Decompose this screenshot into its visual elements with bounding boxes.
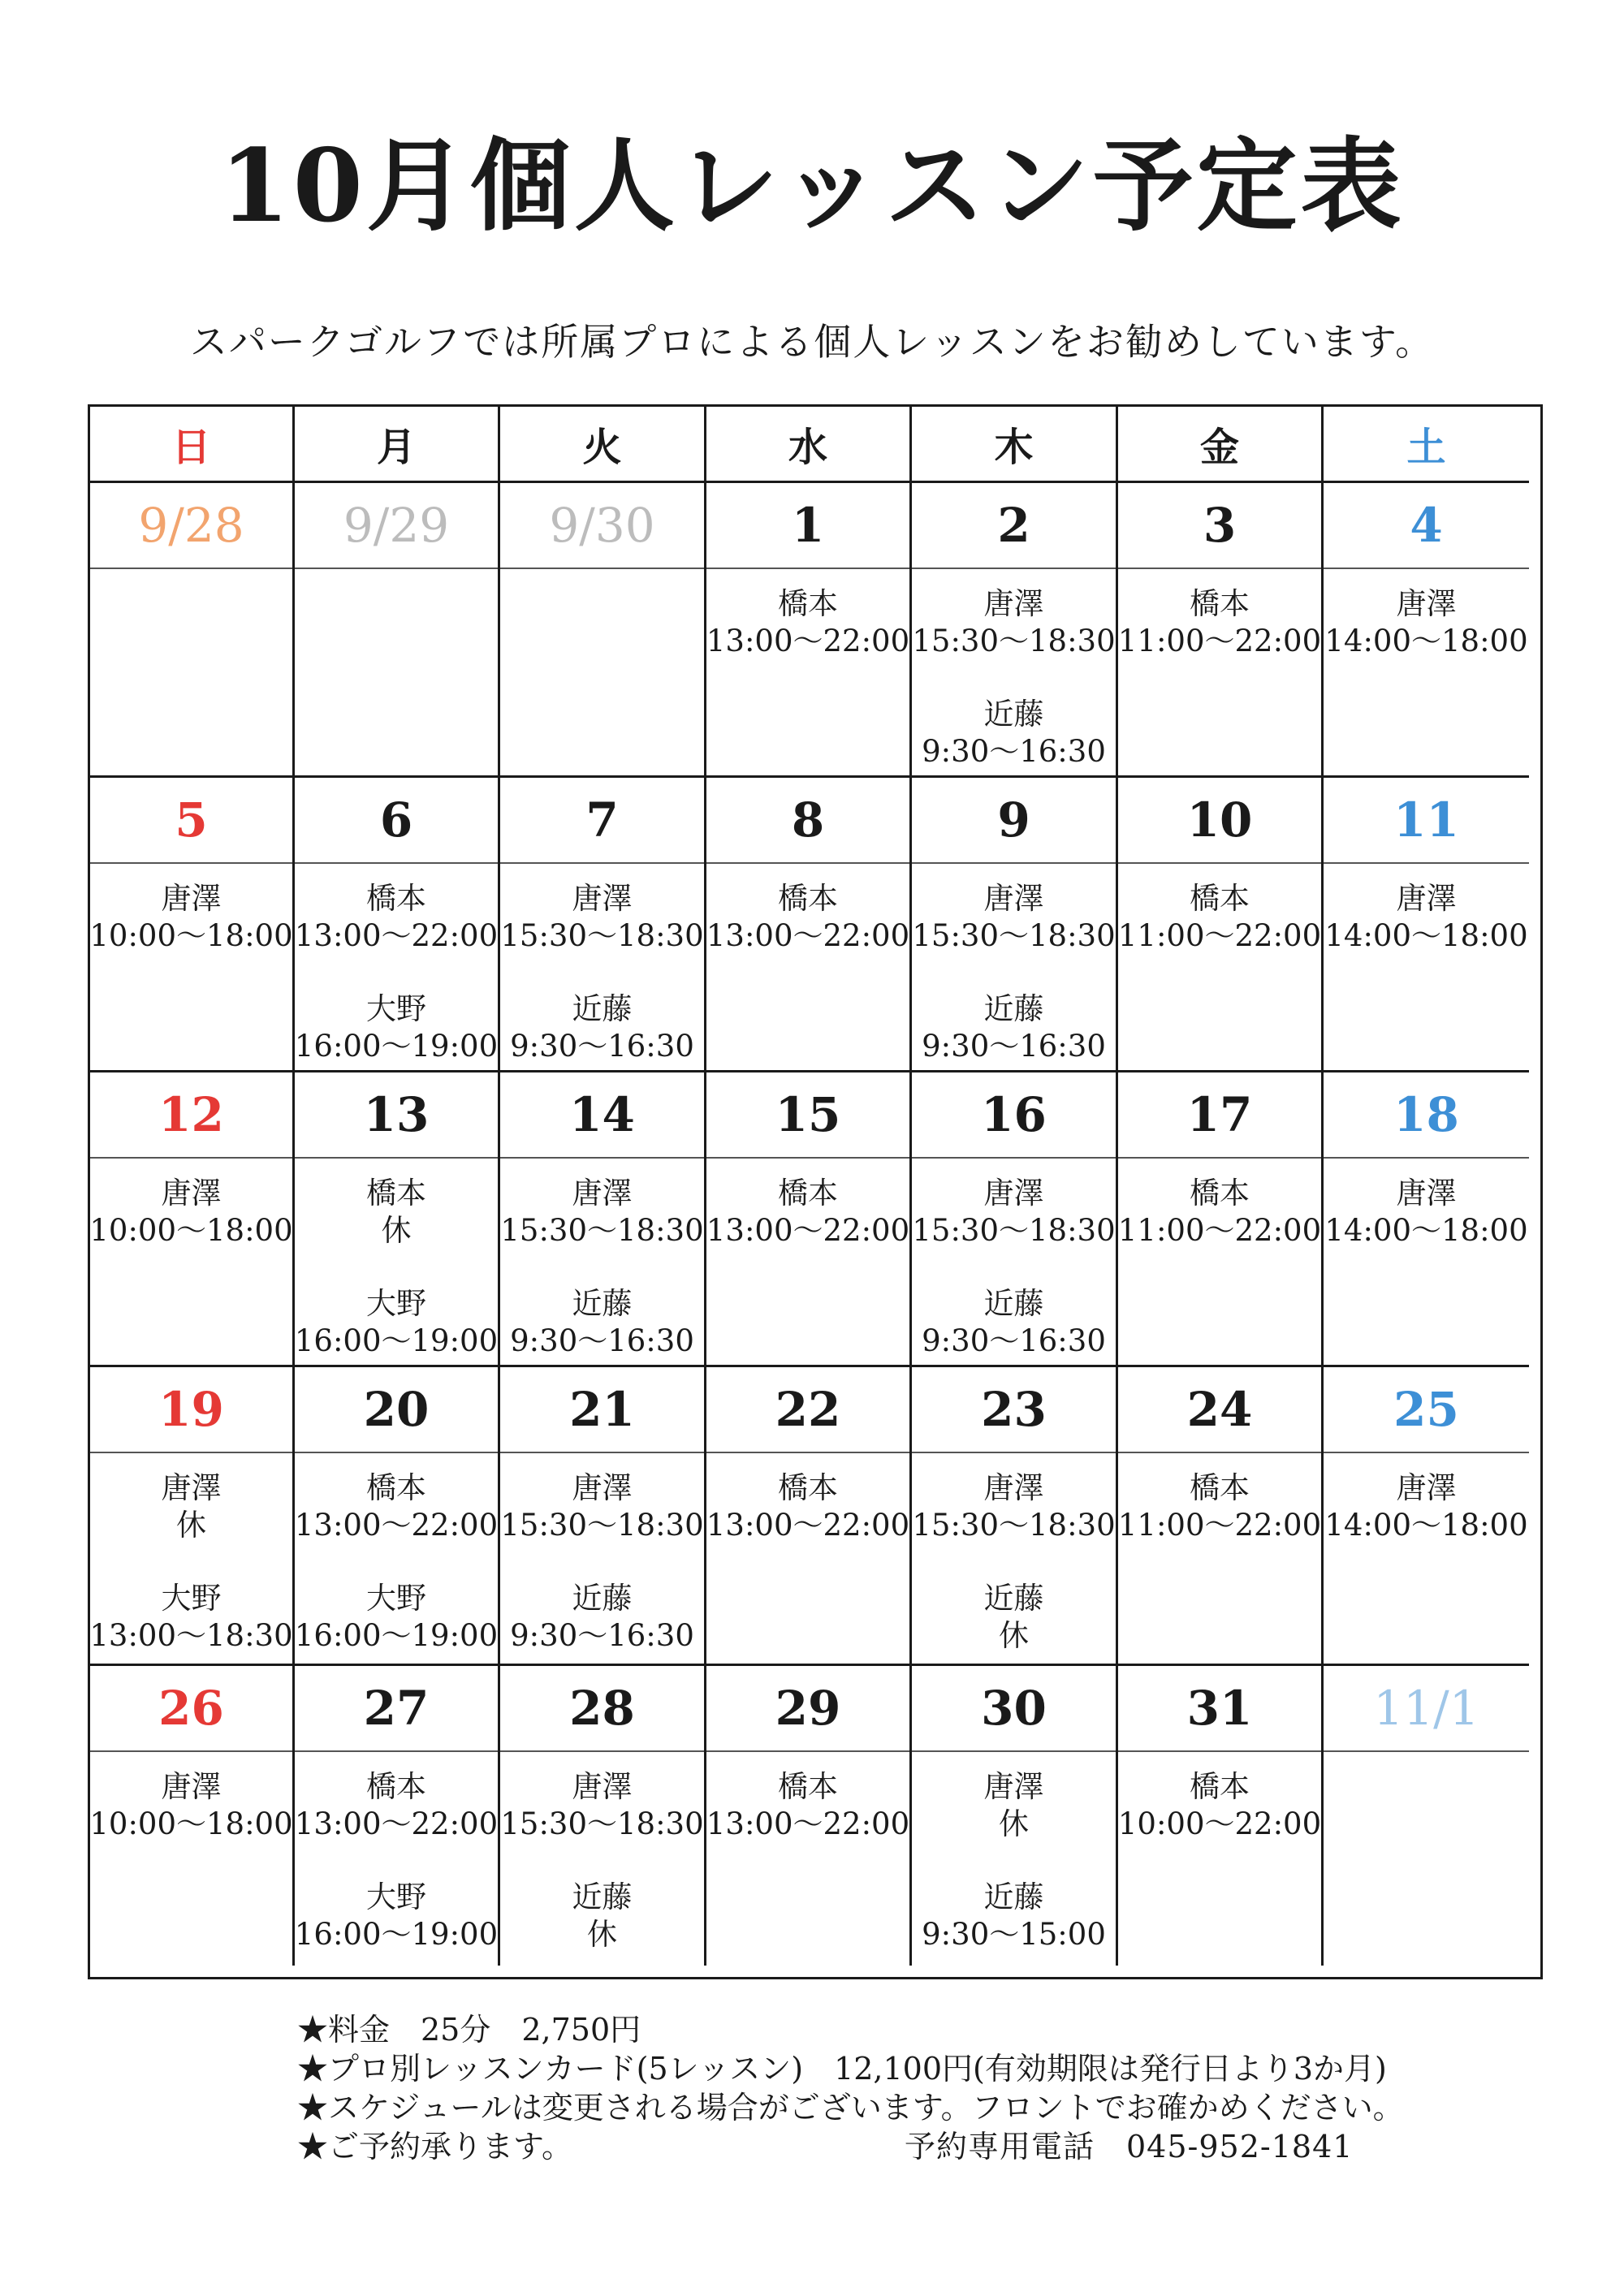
lesson-time: 15:30～18:30 (912, 1508, 1116, 1543)
weekday-header-sat: 土 (1324, 407, 1529, 483)
day-number-sat: 25 (1324, 1367, 1529, 1453)
lesson-list (500, 1752, 704, 1989)
lesson-entry (89, 1580, 292, 1655)
instructor-name: 橋本 (778, 586, 838, 621)
calendar-grid (88, 404, 1543, 1979)
day-number-sun: 9/28 (90, 483, 292, 569)
lesson-entry (922, 990, 1106, 1065)
instructor-name: 橋本 (778, 1176, 838, 1211)
lesson-entry (1324, 585, 1527, 660)
instructor-name: 唐澤 (1396, 881, 1457, 916)
lesson-time: 10:00～18:00 (89, 918, 293, 953)
day-number-mon: 13 (295, 1072, 498, 1159)
lesson-list (912, 1752, 1116, 1989)
day-number-sat: 11/1 (1324, 1666, 1529, 1752)
lesson-entry (295, 1580, 498, 1655)
instructor-name: 唐澤 (983, 881, 1044, 916)
calendar-day-cell (912, 1072, 1118, 1367)
weekday-header-mon: 月 (295, 407, 500, 483)
lesson-list (912, 864, 1116, 1101)
calendar-day-cell (912, 1367, 1118, 1666)
day-number-sun: 12 (90, 1072, 292, 1159)
calendar-day-cell (1118, 1367, 1324, 1666)
calendar-day-cell (500, 1666, 706, 1966)
lesson-list (1324, 569, 1529, 696)
lesson-entry (984, 1580, 1044, 1655)
instructor-name: 唐澤 (572, 1176, 633, 1211)
lesson-entry (510, 990, 694, 1065)
calendar-day-cell (500, 778, 706, 1072)
lesson-entry (984, 1768, 1044, 1843)
lesson-entry (1118, 1175, 1321, 1249)
instructor-name: 橋本 (778, 881, 838, 916)
lesson-entry (89, 1768, 292, 1843)
lesson-time: 13:00～22:00 (294, 918, 499, 953)
lesson-time: 9:30～16:30 (922, 1323, 1106, 1358)
note-lesson-card: ★プロ別レッスンカード(5レッスン) 12,100円(有効期限は発行日より3か月) (297, 2051, 1387, 2087)
instructor-name: 近藤 (572, 1581, 633, 1616)
lesson-entry (1324, 880, 1527, 955)
day-number-thu: 16 (912, 1072, 1116, 1159)
note-price: ★料金 25分 2,750円 (297, 2012, 641, 2048)
instructor-name: 橋本 (1190, 881, 1250, 916)
lesson-list (1324, 1453, 1529, 1580)
day-number-thu: 9 (912, 778, 1116, 864)
instructor-name: 橋本 (366, 1769, 426, 1804)
lesson-entry (89, 880, 292, 955)
instructor-name: 橋本 (1190, 1769, 1250, 1804)
lesson-entry (500, 1470, 703, 1544)
calendar-day-cell (706, 778, 912, 1072)
calendar-day-cell (706, 483, 912, 778)
lesson-time: 休 (381, 1213, 412, 1248)
page-subtitle: スパークゴルフでは所属プロによる個人レッスンをお勧めしています。 (189, 320, 1435, 364)
instructor-name: 唐澤 (983, 1176, 1044, 1211)
instructor-name: 唐澤 (161, 1470, 222, 1505)
calendar-day-cell (706, 1367, 912, 1666)
lesson-time: 9:30～16:30 (510, 1029, 694, 1064)
instructor-name: 近藤 (983, 991, 1044, 1026)
lesson-entry (706, 1175, 909, 1249)
instructor-name: 橋本 (366, 1470, 426, 1505)
calendar-day-cell (90, 483, 295, 778)
instructor-name: 唐澤 (1396, 1176, 1457, 1211)
lesson-list (1118, 569, 1321, 696)
lesson-entry (510, 1285, 694, 1360)
lesson-time: 14:00～18:00 (1324, 918, 1528, 953)
day-number-tue: 28 (500, 1666, 704, 1752)
calendar-day-cell (295, 483, 500, 778)
lesson-list (912, 1453, 1116, 1690)
weekday-header-tue: 火 (500, 407, 706, 483)
instructor-name: 唐澤 (1396, 1470, 1457, 1505)
lesson-time: 休 (587, 1917, 617, 1952)
lesson-entry (89, 1175, 292, 1249)
lesson-time: 10:00～18:00 (89, 1213, 293, 1248)
lesson-entry (1118, 880, 1321, 955)
lesson-time: 13:00～22:00 (706, 624, 910, 658)
calendar-day-cell (1324, 1072, 1529, 1367)
calendar-day-cell (1118, 1666, 1324, 1966)
calendar-day-cell (1324, 778, 1529, 1072)
day-number-wed: 29 (706, 1666, 909, 1752)
lesson-entry (922, 696, 1106, 770)
instructor-name: 橋本 (778, 1769, 838, 1804)
calendar-day-cell (500, 1367, 706, 1666)
lesson-time: 16:00～19:00 (294, 1323, 499, 1358)
day-number-tue: 9/30 (500, 483, 704, 569)
lesson-list (295, 1752, 498, 1989)
instructor-name: 唐澤 (572, 1769, 633, 1804)
instructor-name: 大野 (366, 1581, 426, 1616)
calendar-day-cell (1324, 1666, 1529, 1966)
lesson-time: 13:00～22:00 (706, 1213, 910, 1248)
instructor-name: 橋本 (366, 881, 426, 916)
lesson-list (500, 1453, 704, 1690)
instructor-name: 唐澤 (1396, 586, 1457, 621)
lesson-list (706, 1752, 909, 1879)
lesson-list (295, 569, 498, 585)
instructor-name: 大野 (366, 1880, 426, 1914)
calendar-day-cell (1324, 1367, 1529, 1666)
lesson-entry (912, 880, 1115, 955)
calendar-day-cell (90, 1072, 295, 1367)
calendar-day-cell (912, 483, 1118, 778)
calendar-day-cell (706, 1666, 912, 1966)
lesson-entry (510, 1580, 694, 1655)
lesson-entry (295, 1285, 498, 1360)
weekday-header-wed: 水 (706, 407, 912, 483)
instructor-name: 近藤 (983, 697, 1044, 732)
instructor-name: 近藤 (572, 1880, 633, 1914)
lesson-list (500, 1159, 704, 1396)
lesson-time: 9:30～16:30 (510, 1323, 694, 1358)
lesson-time: 15:30～18:30 (500, 1508, 704, 1543)
lesson-list (1324, 1159, 1529, 1285)
lesson-time: 13:00～18:30 (89, 1618, 293, 1653)
lesson-time: 11:00～22:00 (1117, 1213, 1322, 1248)
day-number-tue: 7 (500, 778, 704, 864)
weekday-header-thu: 木 (912, 407, 1118, 483)
instructor-name: 大野 (161, 1581, 222, 1616)
day-number-wed: 1 (706, 483, 909, 569)
lesson-entry (295, 880, 498, 955)
reservation-phone: 予約専用電話 045-952-1841 (905, 2129, 1354, 2164)
page-title: 10月個人レッスン予定表 (219, 127, 1405, 245)
lesson-entry (500, 1768, 703, 1843)
lesson-entry (295, 1470, 498, 1544)
day-number-sat: 18 (1324, 1072, 1529, 1159)
lesson-entry (912, 1470, 1115, 1544)
lesson-time: 15:30～18:30 (912, 918, 1116, 953)
calendar-day-cell (912, 778, 1118, 1072)
day-number-sun: 26 (90, 1666, 292, 1752)
lesson-list (1118, 1752, 1321, 1879)
note-schedule-change: ★スケジュールは変更される場合がございます。フロントでお確かめください。 (297, 2090, 1404, 2126)
instructor-name: 唐澤 (161, 1176, 222, 1211)
lesson-entry (922, 1879, 1106, 1953)
instructor-name: 近藤 (572, 991, 633, 1026)
calendar-day-cell (706, 1072, 912, 1367)
lesson-time: 16:00～19:00 (294, 1618, 499, 1653)
lesson-entry (1324, 1175, 1527, 1249)
day-number-thu: 23 (912, 1367, 1116, 1453)
weekday-header-fri: 金 (1118, 407, 1324, 483)
calendar-day-cell (295, 1072, 500, 1367)
instructor-name: 橋本 (1190, 1470, 1250, 1505)
lesson-entry (162, 1470, 222, 1544)
day-number-fri: 10 (1118, 778, 1321, 864)
lesson-time: 11:00～22:00 (1117, 918, 1322, 953)
lesson-list (706, 864, 909, 990)
calendar-day-cell (912, 1666, 1118, 1966)
lesson-list (706, 1453, 909, 1580)
day-number-mon: 27 (295, 1666, 498, 1752)
lesson-list (90, 1159, 292, 1285)
day-number-wed: 8 (706, 778, 909, 864)
calendar-day-cell (1118, 1072, 1324, 1367)
day-number-tue: 21 (500, 1367, 704, 1453)
day-number-sat: 11 (1324, 778, 1529, 864)
lesson-entry (366, 1175, 426, 1249)
lesson-list (500, 569, 704, 585)
lesson-list (706, 1159, 909, 1285)
lesson-entry (500, 880, 703, 955)
lesson-list (912, 569, 1116, 806)
day-number-thu: 2 (912, 483, 1116, 569)
instructor-name: 唐澤 (572, 1470, 633, 1505)
instructor-name: 唐澤 (161, 881, 222, 916)
calendar-day-cell (90, 778, 295, 1072)
calendar-day-cell (500, 483, 706, 778)
lesson-list (295, 1453, 498, 1690)
instructor-name: 近藤 (983, 1581, 1044, 1616)
lesson-list (1118, 864, 1321, 990)
lesson-list (295, 1159, 498, 1396)
day-number-sun: 5 (90, 778, 292, 864)
instructor-name: 唐澤 (572, 881, 633, 916)
instructor-name: 大野 (366, 1286, 426, 1321)
lesson-entry (706, 1768, 909, 1843)
lesson-list (912, 1159, 1116, 1396)
lesson-entry (1118, 1470, 1321, 1544)
day-number-sat: 4 (1324, 483, 1529, 569)
lesson-time: 9:30～16:30 (510, 1618, 694, 1653)
lesson-time: 15:30～18:30 (500, 1213, 704, 1248)
instructor-name: 橋本 (1190, 586, 1250, 621)
lesson-time: 16:00～19:00 (294, 1029, 499, 1064)
lesson-time: 13:00～22:00 (706, 1508, 910, 1543)
instructor-name: 唐澤 (161, 1769, 222, 1804)
lesson-time: 15:30～18:30 (500, 1806, 704, 1841)
lesson-entry (295, 1768, 498, 1843)
calendar-day-cell (295, 1666, 500, 1966)
lesson-list (90, 1752, 292, 1879)
instructor-name: 近藤 (983, 1880, 1044, 1914)
lesson-list (90, 864, 292, 990)
instructor-name: 大野 (366, 991, 426, 1026)
note-reservation: ★ご予約承ります。 (297, 2129, 572, 2164)
calendar-day-cell (500, 1072, 706, 1367)
calendar-day-cell (1324, 483, 1529, 778)
lesson-entry (922, 1285, 1106, 1360)
lesson-time: 15:30～18:30 (912, 624, 1116, 658)
instructor-name: 橋本 (1190, 1176, 1250, 1211)
calendar-day-cell (1118, 483, 1324, 778)
day-number-thu: 30 (912, 1666, 1116, 1752)
instructor-name: 橋本 (778, 1470, 838, 1505)
lesson-entry (912, 1175, 1115, 1249)
lesson-list (500, 864, 704, 1101)
instructor-name: 橋本 (366, 1176, 426, 1211)
lesson-entry (706, 1470, 909, 1544)
lesson-time: 13:00～22:00 (706, 1806, 910, 1841)
lesson-list (1324, 864, 1529, 990)
lesson-list (1118, 1159, 1321, 1285)
instructor-name: 近藤 (572, 1286, 633, 1321)
lesson-list (295, 864, 498, 1101)
lesson-time: 14:00～18:00 (1324, 1213, 1528, 1248)
calendar-day-cell (90, 1367, 295, 1666)
lesson-list (90, 569, 292, 585)
lesson-entry (295, 990, 498, 1065)
lesson-time: 休 (999, 1618, 1029, 1653)
lesson-entry (572, 1879, 633, 1953)
day-number-mon: 6 (295, 778, 498, 864)
lesson-list (706, 569, 909, 696)
lesson-time: 15:30～18:30 (500, 918, 704, 953)
instructor-name: 唐澤 (983, 1769, 1044, 1804)
lesson-entry (706, 880, 909, 955)
day-number-fri: 17 (1118, 1072, 1321, 1159)
lesson-time: 14:00～18:00 (1324, 1508, 1528, 1543)
day-number-wed: 15 (706, 1072, 909, 1159)
lesson-time: 9:30～16:30 (922, 1029, 1106, 1064)
day-number-fri: 3 (1118, 483, 1321, 569)
day-number-sun: 19 (90, 1367, 292, 1453)
weekday-header-sun: 日 (90, 407, 295, 483)
lesson-time: 15:30～18:30 (912, 1213, 1116, 1248)
lesson-time: 9:30～16:30 (922, 734, 1106, 769)
instructor-name: 唐澤 (983, 1470, 1044, 1505)
calendar-day-cell (295, 1367, 500, 1666)
lesson-list (90, 1453, 292, 1690)
instructor-name: 近藤 (983, 1286, 1044, 1321)
day-number-fri: 24 (1118, 1367, 1321, 1453)
lesson-time: 16:00～19:00 (294, 1917, 499, 1952)
lesson-entry (1118, 585, 1321, 660)
lesson-time: 11:00～22:00 (1117, 624, 1322, 658)
lesson-entry (500, 1175, 703, 1249)
day-number-mon: 9/29 (295, 483, 498, 569)
instructor-name: 唐澤 (983, 586, 1044, 621)
day-number-tue: 14 (500, 1072, 704, 1159)
lesson-entry (706, 585, 909, 660)
lesson-list (1324, 1752, 1529, 1768)
lesson-entry (295, 1879, 498, 1953)
lesson-time: 13:00～22:00 (294, 1806, 499, 1841)
day-number-wed: 22 (706, 1367, 909, 1453)
calendar-day-cell (90, 1666, 295, 1966)
lesson-entry (1324, 1470, 1527, 1544)
calendar-day-cell (1118, 778, 1324, 1072)
lesson-entry (1118, 1768, 1321, 1843)
lesson-entry (912, 585, 1115, 660)
lesson-time: 10:00～18:00 (89, 1806, 293, 1841)
lesson-time: 9:30～15:00 (922, 1917, 1106, 1952)
lesson-time: 14:00～18:00 (1324, 624, 1528, 658)
day-number-mon: 20 (295, 1367, 498, 1453)
lesson-time: 13:00～22:00 (706, 918, 910, 953)
lesson-time: 10:00～22:00 (1117, 1806, 1322, 1841)
lesson-time: 11:00～22:00 (1117, 1508, 1322, 1543)
lesson-time: 13:00～22:00 (294, 1508, 499, 1543)
lesson-time: 休 (176, 1508, 206, 1543)
calendar-day-cell (295, 778, 500, 1072)
lesson-list (1118, 1453, 1321, 1580)
lesson-time: 休 (999, 1806, 1029, 1841)
day-number-fri: 31 (1118, 1666, 1321, 1752)
